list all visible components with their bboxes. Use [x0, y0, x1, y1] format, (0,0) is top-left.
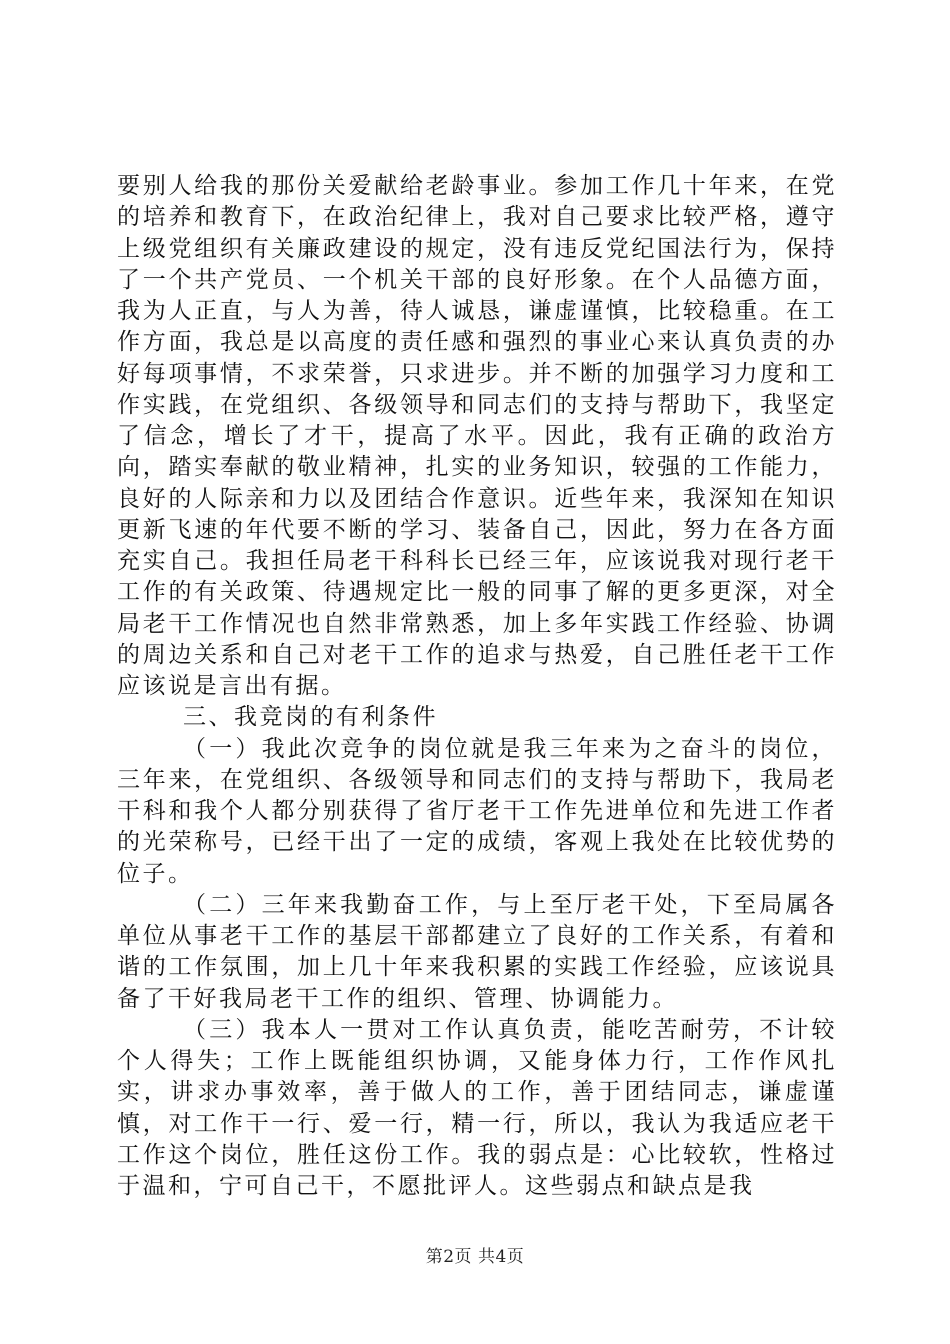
- section-heading: 三、我竞岗的有利条件: [183, 704, 438, 731]
- body-paragraph-3: （二）三年来我勤奋工作，与上至厅老干处，下至局属各单位从事老干工作的基层干部都建立了良好的工作关系，有着和谐的工作氛围，加上几十年来我积累的实践工作经验，应该说具备了干好我局老干工作的组织、管理、协调能力。: [117, 891, 837, 1012]
- body-paragraph-4: （三）我本人一贯对工作认真负责，能吃苦耐劳，不计较个人得失；工作上既能组织协调，又能身体力行，工作作风扎实，讲求办事效率，善于做人的工作，善于团结同志，谦虚谨慎，对工作干一行、爱一行，精一行，所以，我认为我适应老干工作这个岗位，胜任这份工作。我的弱点是：心比较软，性格过于温和，宁可自己干，不愿批评人。这些弱点和缺点是我: [117, 1016, 837, 1199]
- body-paragraph-2: （一）我此次竞争的岗位就是我三年来为之奋斗的岗位，三年来，在党组织、各级领导和同志们的支持与帮助下，我局老干科和我个人都分别获得了省厅老干工作先进单位和先进工作者的光荣称号，已经干出了一定的成绩，客观上我处在比较优势的位子。: [117, 735, 837, 887]
- body-paragraph-1: 要别人给我的那份关爱献给老龄事业。参加工作几十年来，在党的培养和教育下，在政治纪律上，我对自己要求比较严格，遵守上级党组织有关廉政建设的规定，没有违反党纪国法行为，保持了一个共产党员、一个机关干部的良好形象。在个人品德方面，我为人正直，与人为善，待人诚恳，谦虚谨慎，比较稳重。在工作方面，我总是以高度的责任感和强烈的事业心来认真负责的办好每项事情，不求荣誉，只求进步。并不断的加强学习力度和工作实践，在党组织、各级领导和同志们的支持与帮助下，我坚定了信念，增长了才干，提高了水平。因此，我有正确的政治方向，踏实奉献的敬业精神，扎实的业务知识，较强的工作能力，良好的人际亲和力以及团结合作意识。近些年来，我深知在知识更新飞速的年代要不断的学习、装备自己，因此，努力在各方面充实自己。我担任局老干科科长已经三年，应该说我对现行老干工作的有关政策、待遇规定比一般的同事了解的更多更深，对全局老干工作情况也自然非常熟悉，加上多年实践工作经验、协调的周边关系和自己对老干工作的追求与热爱，自己胜任老干工作应该说是言出有据。: [117, 173, 837, 699]
- page-footer: 第2页 共4页: [425, 1247, 525, 1267]
- document-body: [117, 171, 837, 1202]
